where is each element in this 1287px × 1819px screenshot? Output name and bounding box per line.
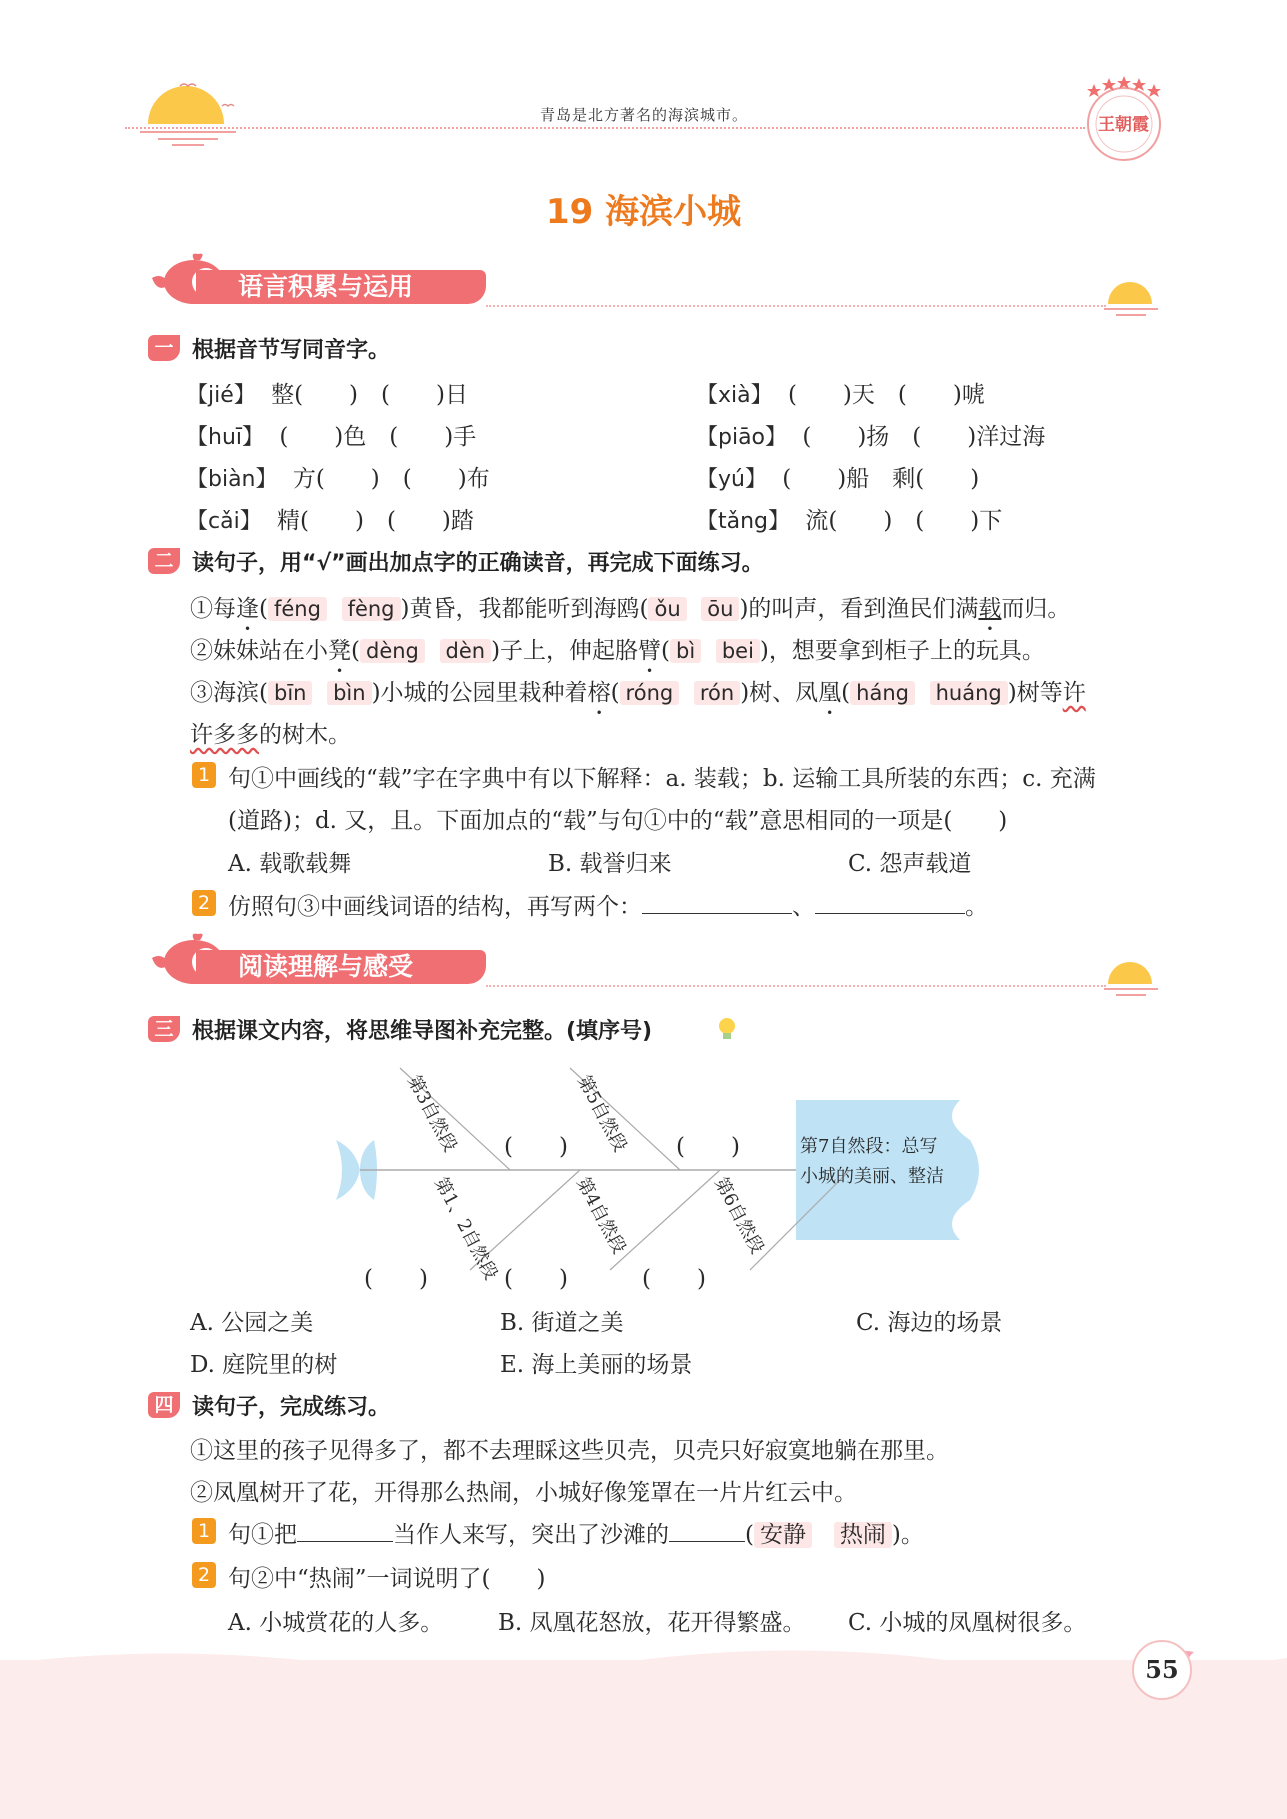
sub-badge-1: 1 <box>192 762 216 788</box>
q1-row-2-right <box>696 418 1045 451</box>
text: 的树木。 <box>259 722 351 748</box>
fill-blanks[interactable]: ( )船 剩( ) <box>782 466 980 492</box>
sun-small-icon <box>1104 276 1158 318</box>
q3-option-d: D. 庭院里的树 <box>190 1352 338 1378</box>
q2-sentence-3 <box>190 674 1086 720</box>
text: 、 <box>792 894 815 920</box>
q1-row-2 <box>186 418 476 451</box>
fill-blanks[interactable]: 方( ) ( )布 <box>292 466 490 492</box>
q2-sub2 <box>228 888 988 921</box>
text: )的叫声，看到渔民们满 <box>739 596 979 622</box>
fill-blanks[interactable]: 整( ) ( )日 <box>271 382 468 408</box>
footer-wave <box>0 1640 1287 1680</box>
q1-row-4 <box>186 502 474 535</box>
pinyin-option[interactable]: dèng <box>360 639 425 663</box>
q4-sub2-prompt[interactable]: 句②中“热闹”一词说明了( ) <box>228 1566 546 1592</box>
text: ( <box>259 596 268 622</box>
pinyin-label: 【xià】 <box>696 383 773 408</box>
text: 凤 <box>795 680 819 706</box>
q2-sentence-2 <box>190 632 1045 678</box>
pinyin-option[interactable]: huáng <box>930 681 1008 705</box>
sub-badge-2: 2 <box>192 1562 216 1588</box>
text: )子上，伸起胳 <box>491 638 639 664</box>
fill-blanks[interactable]: ( )扬 ( )洋过海 <box>802 424 1046 450</box>
question-1-prompt: 根据音节写同音字。 <box>192 338 391 363</box>
bottom-bone-label-3: 第6自然段 <box>709 1173 768 1258</box>
wavy-underlined-text: 许 <box>1062 680 1086 706</box>
text: )小城的公园里栽种着 <box>371 680 588 706</box>
text: ( <box>351 638 360 664</box>
pinyin-option[interactable]: ǒu <box>648 597 686 621</box>
text: 而归。 <box>1001 596 1071 622</box>
text: )。 <box>891 1522 924 1548</box>
text: )树、 <box>740 680 796 706</box>
header-dotted-line <box>125 127 1085 129</box>
top-answer-1[interactable]: ( ) <box>504 1134 568 1160</box>
question-badge-4: 四 <box>148 1392 180 1418</box>
q3-option-a: A. 公园之美 <box>190 1310 314 1336</box>
fill-blanks[interactable]: 流( ) ( )下 <box>805 508 1003 534</box>
answer-blank[interactable] <box>815 891 965 914</box>
dotted-char: 凳 <box>328 638 351 664</box>
question-badge-3: 三 <box>148 1016 180 1042</box>
top-bone-label-2: 第5自然段 <box>572 1071 631 1156</box>
pinyin-label: 【yú】 <box>696 467 767 492</box>
text: )树等 <box>1007 680 1063 706</box>
q2-sub1-line1: 句①中画线的“载”字在字典中有以下解释：a. 装载；b. 运输工具所装的东西；c. 充满 <box>228 766 1096 792</box>
text: ③海滨( <box>190 680 268 706</box>
footer-background <box>0 1660 1287 1819</box>
q3-option-b: B. 街道之美 <box>500 1310 624 1336</box>
fish-tail <box>336 1140 360 1200</box>
pinyin-label: 【cǎi】 <box>186 509 262 534</box>
pinyin-label: 【huī】 <box>186 425 264 450</box>
pinyin-option[interactable]: fèng <box>342 597 401 621</box>
text: 句①把 <box>228 1522 297 1548</box>
pinyin-option[interactable]: féng <box>268 597 327 621</box>
q4-sentence-1: ①这里的孩子见得多了，都不去理睬这些贝壳，贝壳只好寂寞地躺在那里。 <box>190 1438 949 1464</box>
text: ②妹妹站在小 <box>190 638 328 664</box>
pinyin-option[interactable]: bei <box>716 639 760 663</box>
sun-small-icon <box>1104 956 1158 998</box>
dotted-char: 臂 <box>638 638 662 664</box>
q4-option-b[interactable]: B. 凤凰花怒放，花开得繁盛。 <box>498 1610 806 1636</box>
word-option[interactable]: 安静 <box>754 1522 812 1548</box>
q1-row-3-right <box>696 460 979 493</box>
pinyin-option[interactable]: bīn <box>268 681 312 705</box>
q4-option-c[interactable]: C. 小城的凤凰树很多。 <box>848 1610 1087 1636</box>
brand-stamp-text: 王朝霞 <box>1098 115 1149 135</box>
section-dotted-line <box>486 985 1106 987</box>
text: 仿照句③中画线词语的结构，再写两个： <box>228 894 642 920</box>
pinyin-option[interactable]: bìn <box>327 681 371 705</box>
pinyin-option[interactable]: róng <box>620 681 680 705</box>
q1-row-4-right <box>696 502 1002 535</box>
fish-head-text: 第7自然段：总写小城的美丽、整洁 <box>800 1136 944 1187</box>
answer-blank[interactable] <box>297 1519 393 1542</box>
q2-sentence-3-cont <box>190 716 351 749</box>
page-number: 55 <box>1132 1640 1192 1700</box>
fill-blanks[interactable]: ( )色 ( )手 <box>279 424 477 450</box>
section-banner-language: 语言积累与运用 <box>196 270 486 304</box>
q2-option-c[interactable]: C. 怨声载道 <box>848 851 972 877</box>
text: 。 <box>965 894 988 920</box>
top-bone-label-1: 第3自然段 <box>402 1071 461 1156</box>
q2-option-a[interactable]: A. 载歌载舞 <box>228 851 352 877</box>
question-4-prompt: 读句子，完成练习。 <box>192 1395 391 1420</box>
q1-row-1-right <box>696 376 985 409</box>
answer-blank[interactable] <box>642 891 792 914</box>
word-option[interactable]: 热闹 <box>834 1522 892 1548</box>
q3-option-c: C. 海边的场景 <box>856 1310 1003 1336</box>
bottom-answer-1[interactable]: ( ) <box>364 1266 428 1292</box>
header-slogan: 青岛是北方著名的海滨城市。 <box>540 106 749 124</box>
top-answer-2[interactable]: ( ) <box>676 1134 740 1160</box>
sub-badge-2: 2 <box>192 890 216 916</box>
bottom-bone-label-1: 第1、2自然段 <box>429 1173 502 1284</box>
sub-badge-1: 1 <box>192 1518 216 1544</box>
pinyin-label: 【biàn】 <box>186 467 278 492</box>
page-title: 19 海滨小城 <box>545 192 742 232</box>
dotted-char: 凰 <box>818 680 842 706</box>
fill-blanks[interactable]: 精( ) ( )踏 <box>277 508 474 534</box>
text: ( <box>841 680 851 706</box>
pinyin-label: 【jié】 <box>186 383 256 408</box>
lightbulb-icon <box>716 1016 738 1042</box>
text: ( <box>661 638 671 664</box>
dotted-char: 逢 <box>236 596 259 622</box>
pinyin-label: 【piāo】 <box>696 425 788 450</box>
q4-sentence-2: ②凤凰树开了花，开得那么热闹，小城好像笼罩在一片片红云中。 <box>190 1480 857 1506</box>
q1-row-3 <box>186 460 490 493</box>
question-2-prompt: 读句子，用“√”画出加点字的正确读音，再完成下面练习。 <box>192 551 764 576</box>
question-3-prompt: 根据课文内容，将思维导图补充完整。(填序号) <box>192 1019 653 1044</box>
pinyin-option[interactable]: ōu <box>701 597 739 621</box>
fill-blanks[interactable]: ( )天 ( )唬 <box>787 382 985 408</box>
q1-row-1 <box>186 376 468 409</box>
question-badge-2: 二 <box>148 548 180 574</box>
text: )，想要拿到柜子上的玩具。 <box>759 638 1045 664</box>
q3-option-e: E. 海上美丽的场景 <box>500 1352 693 1378</box>
bottom-bone-label-2: 第4自然段 <box>571 1173 630 1258</box>
bottom-answer-3[interactable]: ( ) <box>642 1266 706 1292</box>
text: ( <box>610 680 620 706</box>
section-banner-reading: 阅读理解与感受 <box>196 950 486 984</box>
bone-bottom-2 <box>610 1170 720 1270</box>
q4-option-a[interactable]: A. 小城赏花的人多。 <box>228 1610 444 1636</box>
text: ( <box>745 1522 754 1548</box>
text: )黄昏，我都能听到海鸥( <box>400 596 649 622</box>
q2-option-b[interactable]: B. 载誉归来 <box>548 851 672 877</box>
pinyin-option[interactable]: rón <box>694 681 740 705</box>
answer-blank[interactable] <box>669 1519 745 1542</box>
pinyin-option[interactable]: háng <box>850 681 915 705</box>
pinyin-option[interactable]: bì <box>670 639 701 663</box>
question-badge-1: 一 <box>148 335 180 361</box>
text: 当作人来写，突出了沙滩的 <box>393 1522 669 1548</box>
underlined-char: 载 <box>978 596 1002 622</box>
bottom-answer-2[interactable]: ( ) <box>504 1266 568 1292</box>
text: ①每 <box>190 596 236 622</box>
q2-sentence-1 <box>190 590 1070 636</box>
pinyin-option[interactable]: dèn <box>440 639 492 663</box>
wavy-underlined-text: 许多多 <box>190 722 259 748</box>
dotted-char: 榕 <box>587 680 611 706</box>
q2-sub1-line2[interactable]: (道路)；d. 又，且。下面加点的“载”与句①中的“载”意思相同的一项是( ) <box>228 808 1008 834</box>
sun-icon <box>140 76 240 148</box>
pinyin-label: 【tǎng】 <box>696 509 791 534</box>
section-dotted-line <box>486 305 1106 307</box>
q4-sub1 <box>228 1516 924 1549</box>
